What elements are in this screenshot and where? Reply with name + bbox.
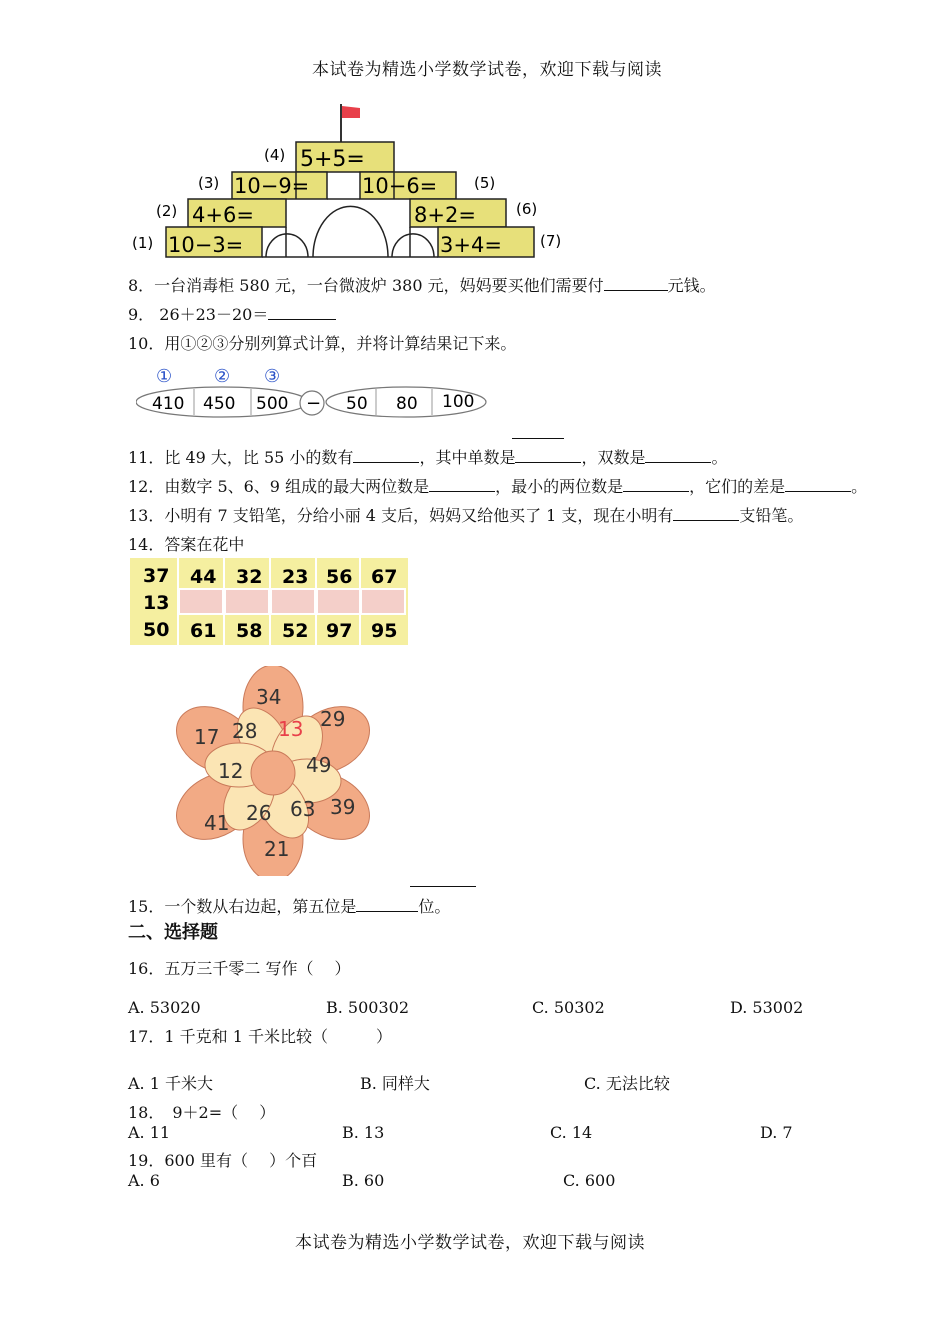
page-header: 本试卷为精选小学数学试卷，欢迎下载与阅读 xyxy=(312,60,662,80)
q16-option-d[interactable]: D. 53002 xyxy=(730,998,804,1017)
arch-left xyxy=(266,234,308,257)
answer-blank[interactable] xyxy=(673,506,739,521)
cell: 52 xyxy=(282,620,309,642)
answer-blank[interactable] xyxy=(429,477,495,492)
flower-num: 17 xyxy=(194,725,220,749)
cell: 37 xyxy=(143,565,170,587)
cell: 67 xyxy=(371,566,398,588)
label-3: (3) xyxy=(198,174,220,192)
label-6: (6) xyxy=(516,200,538,218)
cell: 61 xyxy=(190,620,217,642)
question-8: 8．一台消毒柜 580 元，一台微波炉 380 元，妈妈要买他们需要付 元钱。 xyxy=(128,276,716,295)
flower-num: 28 xyxy=(232,719,258,743)
right-num-3: 100 xyxy=(442,392,475,412)
q17-option-a[interactable]: A. 1 千米大 xyxy=(128,1074,213,1093)
question-18: 18． 9＋2=（ ） xyxy=(128,1103,276,1122)
question-16: 16．五万三千零二 写作（ ） xyxy=(128,959,351,978)
section-title: 二、选择题 xyxy=(128,922,218,943)
cell: 23 xyxy=(282,566,309,588)
cell: 44 xyxy=(190,566,217,588)
answer-cell[interactable] xyxy=(226,590,268,613)
marker-2: ② xyxy=(214,366,231,387)
answer-blank[interactable] xyxy=(268,305,336,320)
marker-3: ③ xyxy=(264,366,281,387)
q18-option-b[interactable]: B. 13 xyxy=(342,1123,385,1142)
left-num-3: 500 xyxy=(256,394,289,414)
question-9: 9． 26＋23－20＝ xyxy=(128,302,336,325)
right-num-1: 50 xyxy=(346,394,368,414)
minus-sign: − xyxy=(306,393,322,414)
q18-option-c[interactable]: C. 14 xyxy=(550,1123,593,1142)
question-14: 14．答案在花中 xyxy=(128,535,245,554)
question-13: 13．小明有 7 支铅笔，分给小丽 4 支后，妈妈又给他买了 1 支，现在小明有 支铅笔。 xyxy=(128,506,804,525)
flower-num: 12 xyxy=(218,759,244,783)
arch-right xyxy=(392,234,434,257)
expr-2: 4+6= xyxy=(192,203,254,227)
label-7: (7) xyxy=(540,232,562,250)
answer-cell[interactable] xyxy=(272,590,314,613)
q10-figure xyxy=(136,360,496,422)
q18-option-d[interactable]: D. 7 xyxy=(760,1123,793,1142)
expr-3: 10−9= xyxy=(234,174,310,198)
cell: 13 xyxy=(143,592,170,614)
expr-5: 10−6= xyxy=(362,174,438,198)
label-5: (5) xyxy=(474,174,496,192)
expr-7: 3+4= xyxy=(440,233,502,257)
flower-num: 26 xyxy=(246,801,272,825)
answer-cell[interactable] xyxy=(362,590,404,613)
question-11: 11．比 49 大，比 55 小的数有 ，其中单数是 ，双数是 。 xyxy=(128,448,728,467)
staircase-figure xyxy=(128,102,573,262)
flower-num-highlight: 13 xyxy=(278,717,304,741)
left-num-1: 410 xyxy=(152,394,185,414)
q19-option-a[interactable]: A. 6 xyxy=(128,1171,160,1190)
flower-num: 39 xyxy=(330,795,356,819)
question-17: 17．1 千克和 1 千米比较（ ） xyxy=(128,1027,392,1046)
question-15: 15．一个数从右边起，第五位是 位。 xyxy=(128,897,451,916)
q17-option-b[interactable]: B. 同样大 xyxy=(360,1074,430,1093)
answer-blank[interactable] xyxy=(353,448,419,463)
flower-figure xyxy=(176,666,372,876)
expr-4: 5+5= xyxy=(300,147,365,172)
label-2: (2) xyxy=(156,202,178,220)
answer-blank[interactable] xyxy=(623,477,689,492)
expr-1: 10−3= xyxy=(168,233,244,257)
page-footer: 本试卷为精选小学数学试卷，欢迎下载与阅读 xyxy=(295,1233,645,1253)
marker-1: ① xyxy=(156,366,173,387)
q10-answer-blank[interactable] xyxy=(512,424,564,439)
flower-num: 63 xyxy=(290,797,316,821)
q16-option-a[interactable]: A. 53020 xyxy=(128,998,201,1017)
arch-center xyxy=(313,206,388,257)
q17-option-c[interactable]: C. 无法比较 xyxy=(584,1074,670,1093)
cell: 56 xyxy=(326,566,353,588)
answer-blank[interactable] xyxy=(356,897,418,912)
answer-blank[interactable] xyxy=(604,276,668,291)
q19-option-c[interactable]: C. 600 xyxy=(563,1171,616,1190)
q14-answer-blank[interactable] xyxy=(410,872,476,887)
answer-blank[interactable] xyxy=(645,448,711,463)
flower-num: 49 xyxy=(306,753,332,777)
q19-option-b[interactable]: B. 60 xyxy=(342,1171,385,1190)
right-num-2: 80 xyxy=(396,394,418,414)
question-10: 10．用①②③分别列算式计算，并将计算结果记下来。 xyxy=(128,334,517,353)
question-19: 19．600 里有（ ）个百 xyxy=(128,1151,318,1170)
cell: 32 xyxy=(236,566,263,588)
left-num-2: 450 xyxy=(203,394,236,414)
q14-table xyxy=(130,558,410,646)
flower-num: 21 xyxy=(264,837,290,861)
question-12: 12．由数字 5、6、9 组成的最大两位数是 ，最小的两位数是 ，它们的差是 。 xyxy=(128,477,868,496)
flower-center xyxy=(251,751,295,795)
cell: 50 xyxy=(143,619,170,641)
cell: 97 xyxy=(326,620,353,642)
label-1: (1) xyxy=(132,234,154,252)
label-4: (4) xyxy=(264,146,286,164)
answer-blank[interactable] xyxy=(515,448,581,463)
flower-num: 34 xyxy=(256,685,282,709)
cell: 58 xyxy=(236,620,263,642)
flower-num: 29 xyxy=(320,707,346,731)
cell: 95 xyxy=(371,620,398,642)
q18-option-a[interactable]: A. 11 xyxy=(128,1123,171,1142)
answer-blank[interactable] xyxy=(785,477,851,492)
flag-icon xyxy=(342,106,360,118)
answer-cell[interactable] xyxy=(318,590,360,613)
expr-6: 8+2= xyxy=(414,203,476,227)
q16-option-b[interactable]: B. 500302 xyxy=(326,998,410,1017)
flower-num: 41 xyxy=(204,811,230,835)
q16-option-c[interactable]: C. 50302 xyxy=(532,998,605,1017)
answer-cell[interactable] xyxy=(180,590,222,613)
